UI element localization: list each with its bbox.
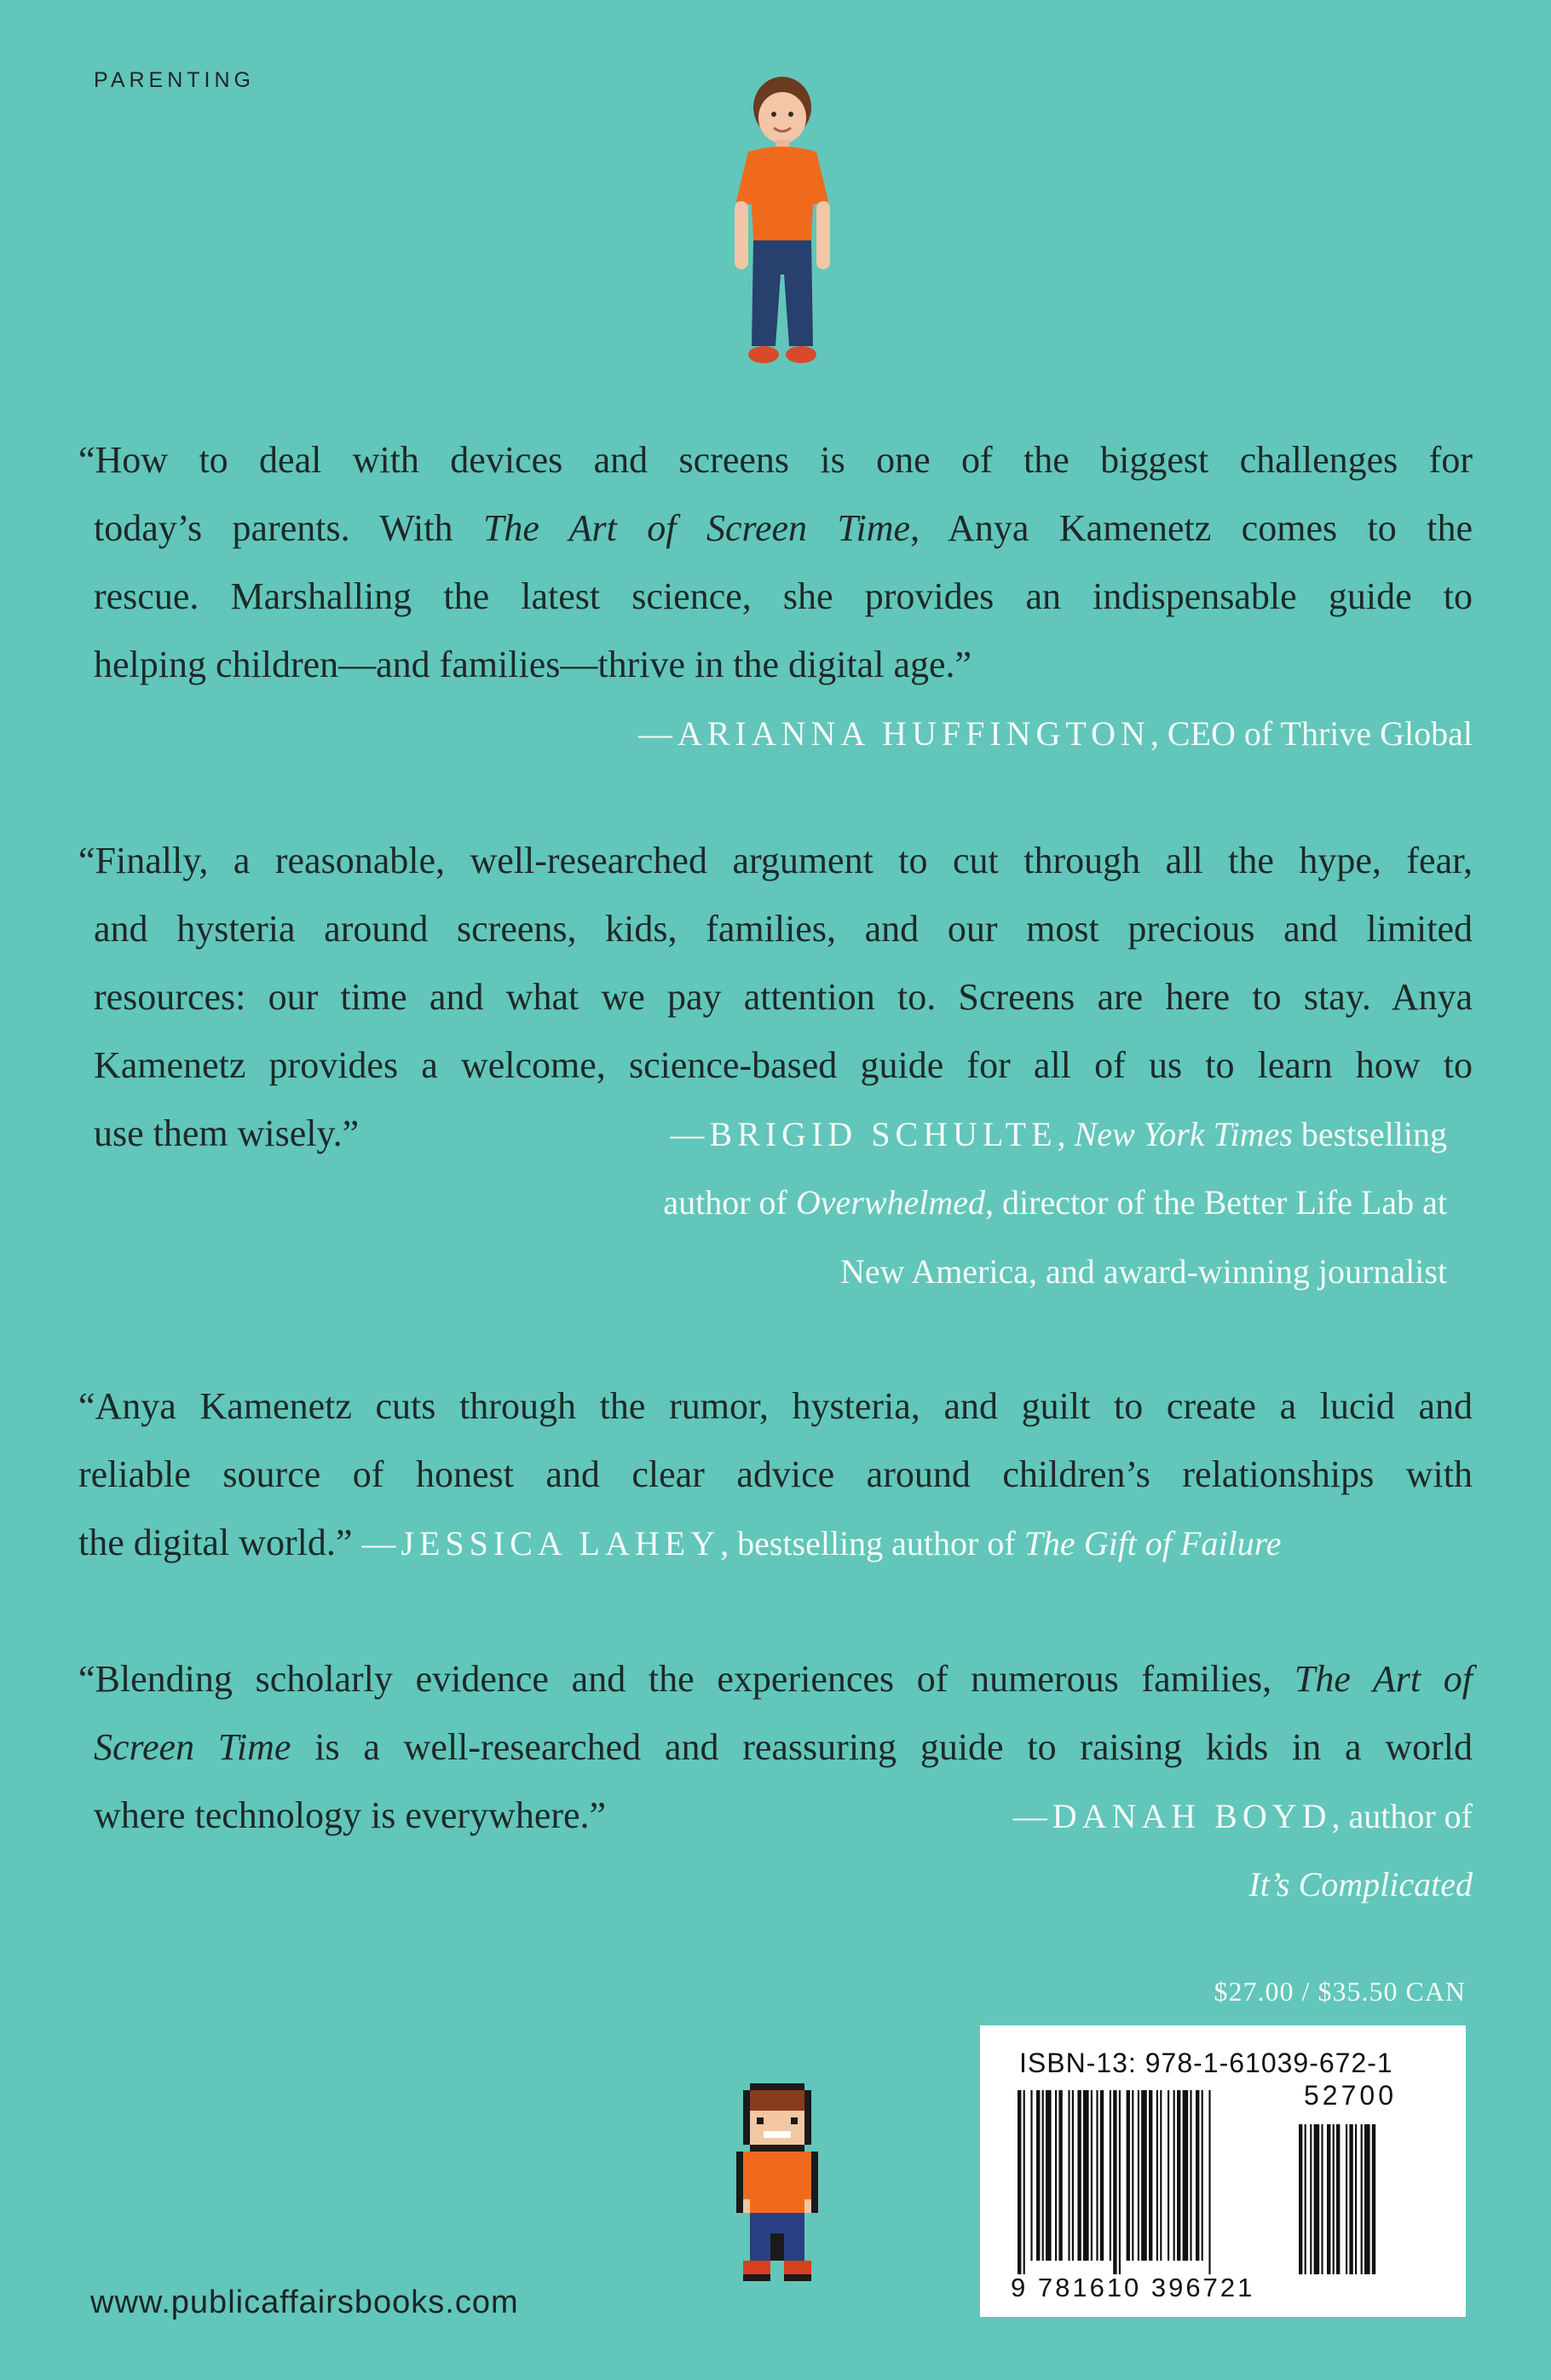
- quote-line: [78, 1100, 1473, 1168]
- barcode-addon-bar: [1333, 2124, 1335, 2274]
- barcode-digits: 9 781610 396721: [1011, 2273, 1255, 2302]
- barcode-bar: [1160, 2090, 1162, 2261]
- quote-text: “Blending scholarly evidence and the experiences of numerous families,: [78, 1658, 1294, 1700]
- barcode-bar: [1023, 2090, 1025, 2274]
- barcode-addon-bar: [1310, 2124, 1312, 2274]
- attribution-line: [78, 1850, 1473, 1919]
- price-label: $27.00 / $35.50 CAN: [1214, 1976, 1466, 2007]
- barcode-bar: [1168, 2090, 1169, 2261]
- quote-line: reliable source of honest and clear advice around children’s relationships with: [78, 1453, 1473, 1495]
- barcode-bar: [1156, 2090, 1158, 2261]
- barcode-bar: [1183, 2090, 1189, 2261]
- barcode-addon-bar: [1327, 2124, 1330, 2274]
- quote-text: is a well-researched and reassuring guide to raising kids in a world: [291, 1726, 1473, 1768]
- quote-line: resources: our time and what we pay attention to. Screens are here to stay. Anya: [94, 976, 1473, 1018]
- barcode-bar: [1100, 2090, 1104, 2261]
- attribution-line: [78, 1168, 1473, 1237]
- barcode-bar: [1138, 2090, 1139, 2261]
- price-code: 52700: [1304, 2080, 1397, 2111]
- barcode-addon-bar: [1321, 2124, 1323, 2274]
- barcode-addon-bar: [1305, 2124, 1306, 2274]
- barcode-bar: [1055, 2090, 1057, 2261]
- publication-name: New York Times: [1074, 1115, 1293, 1153]
- barcode-bar: [1149, 2090, 1152, 2261]
- barcode-addon-bar: [1299, 2124, 1302, 2274]
- barcode-addon-bar: [1349, 2124, 1352, 2274]
- attribution-role: bestselling: [1292, 1115, 1447, 1153]
- barcode-bar: [1190, 2090, 1191, 2261]
- attribution: [1013, 1782, 1473, 1851]
- barcode-addon-bar: [1355, 2124, 1357, 2274]
- quote-boyd: [78, 1645, 1473, 1919]
- attribution-name: —BRIGID SCHULTE: [670, 1115, 1058, 1153]
- attribution-role: author of: [663, 1183, 796, 1222]
- book-title: It’s Complicated: [1248, 1865, 1473, 1903]
- attribution-role: New America, and award-winning journalist: [839, 1252, 1447, 1291]
- quote-lahey: [78, 1372, 1473, 1578]
- category-label: PARENTING: [94, 68, 255, 92]
- quote-text: use them wisely.”: [94, 1112, 360, 1154]
- attribution-name: —ARIANNA HUFFINGTON: [637, 714, 1150, 753]
- attribution-role: , director of the Better Life Lab at: [985, 1183, 1447, 1222]
- barcode-bar: [1068, 2090, 1070, 2261]
- barcode-addon-bar: [1336, 2124, 1340, 2274]
- barcode-addon-bar: [1314, 2124, 1320, 2274]
- barcode-bar: [1036, 2090, 1040, 2261]
- book-title: Screen Time: [94, 1726, 291, 1768]
- barcode-bar: [1127, 2090, 1130, 2261]
- quote-line: helping children—and families—thrive in the digital age.”: [94, 644, 972, 685]
- quote-line: [78, 1645, 1473, 1713]
- isbn-label: ISBN-13: 978-1-61039-672-1: [1019, 2048, 1393, 2078]
- book-title: Overwhelmed: [795, 1183, 986, 1222]
- quote-line: “Finally, a reasonable, well-researched argument to cut through all the hype, fear,: [78, 840, 1473, 881]
- barcode-panel: [980, 2025, 1466, 2317]
- quote-text: where technology is everywhere.”: [94, 1794, 607, 1836]
- quote-line: Kamenetz provides a welcome, science-based guide for all of us to learn how to: [94, 1044, 1473, 1086]
- attribution-name: —JESSICA LAHEY: [361, 1524, 721, 1563]
- barcode-bar: [1119, 2090, 1121, 2274]
- barcode-bar: [1077, 2090, 1081, 2261]
- barcode-bar: [1113, 2090, 1116, 2274]
- quote-line: [78, 1713, 1473, 1782]
- barcode-bar: [1141, 2090, 1147, 2261]
- barcode-bar: [1058, 2090, 1062, 2261]
- barcode-bar: [1046, 2090, 1052, 2261]
- barcode-addon-bar: [1361, 2124, 1363, 2274]
- attribution-line: [78, 1237, 1473, 1306]
- quote-line: [78, 494, 1473, 563]
- barcode-addon-bar: [1346, 2124, 1347, 2274]
- quote-huffington: [78, 426, 1473, 768]
- attribution-name: —DANAH BOYD: [1012, 1797, 1332, 1835]
- attribution: [361, 1522, 1281, 1563]
- pixel-kid-illustration: [736, 2083, 818, 2288]
- quote-text: the digital world.”: [78, 1522, 362, 1563]
- barcode-bar: [1177, 2090, 1180, 2261]
- quote-line: [78, 1509, 1473, 1578]
- barcode-bar: [1072, 2090, 1074, 2261]
- quote-schulte: [78, 827, 1473, 1306]
- barcode-bar: [1208, 2090, 1210, 2274]
- barcode-graphic: [1018, 2078, 1435, 2274]
- barcode-bar: [1196, 2090, 1199, 2261]
- barcode-bar: [1042, 2090, 1044, 2261]
- attribution: [670, 1100, 1447, 1169]
- book-title: The Gift of Failure: [1023, 1524, 1282, 1563]
- barcode-addon-bar: [1372, 2124, 1375, 2274]
- quote-line: “How to deal with devices and screens is one of the biggest challenges for: [78, 439, 1473, 481]
- child-photo: [723, 73, 842, 384]
- attribution-role: , author of: [1331, 1797, 1473, 1835]
- quote-text: today’s parents. With: [94, 507, 483, 549]
- attribution-role: , CEO of Thrive Global: [1150, 714, 1473, 753]
- attribution-role: , bestselling author of: [720, 1524, 1024, 1563]
- quote-text: , Anya Kamenetz comes to the: [910, 507, 1473, 549]
- quote-line: rescue. Marshalling the latest science, she provides an indispensable guide to: [94, 575, 1473, 617]
- barcode-bar: [1096, 2090, 1098, 2261]
- book-title: The Art of: [1294, 1658, 1473, 1700]
- quote-line: and hysteria around screens, kids, families, and our most precious and limited: [94, 908, 1473, 950]
- barcode-addon-bar: [1364, 2124, 1370, 2274]
- barcode-bar: [1091, 2090, 1093, 2261]
- barcode-bar: [1018, 2090, 1021, 2274]
- attribution: [78, 699, 1473, 768]
- book-title: The Art of Screen Time: [482, 507, 911, 549]
- attribution-role-sep: ,: [1057, 1115, 1075, 1153]
- barcode-bar: [1173, 2090, 1175, 2261]
- barcode-bar: [1110, 2090, 1111, 2261]
- barcode-bar: [1030, 2090, 1032, 2261]
- barcode-bar: [1083, 2090, 1089, 2261]
- barcode-bar: [1132, 2090, 1133, 2261]
- barcode-bar: [1202, 2090, 1203, 2261]
- quote-line: [78, 1782, 1473, 1850]
- publisher-website: www.publicaffairsbooks.com: [90, 2285, 519, 2320]
- quote-line: “Anya Kamenetz cuts through the rumor, hysteria, and guilt to create a lucid and: [78, 1385, 1473, 1427]
